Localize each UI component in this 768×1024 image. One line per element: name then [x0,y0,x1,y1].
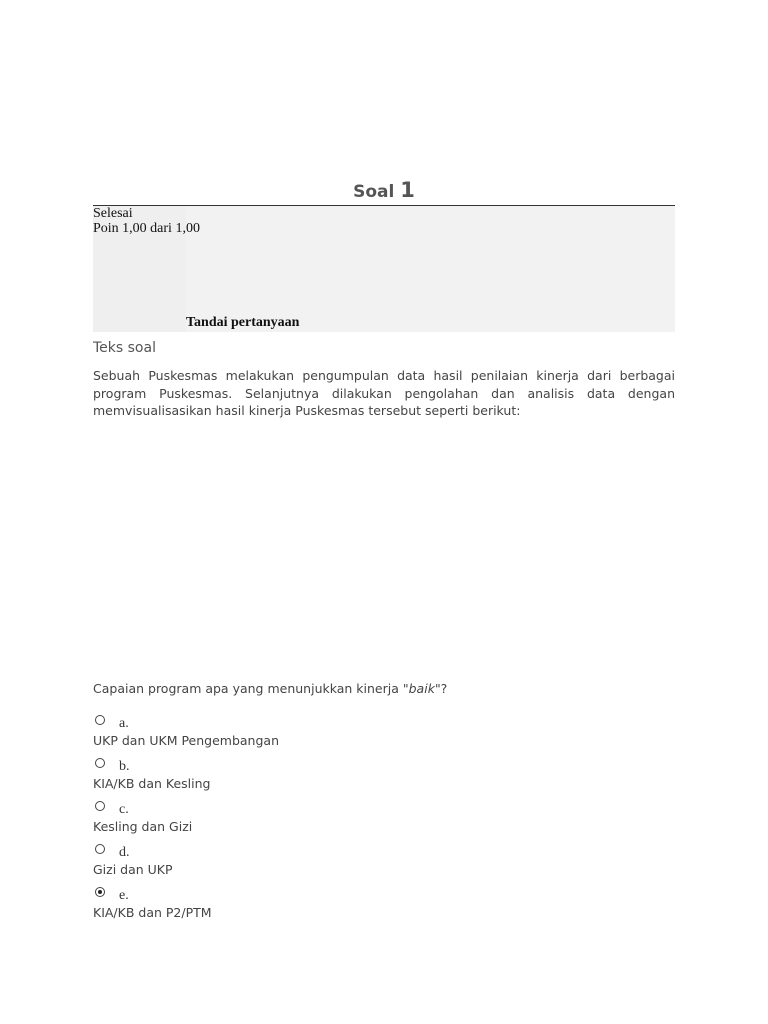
answer-radio-b[interactable] [95,758,105,768]
answer-option-a[interactable] [93,715,493,757]
prompt-emphasis: baik [408,681,435,696]
answer-letter: a. [119,716,129,731]
answer-radio-c[interactable] [95,801,105,811]
question-info-panel [93,206,675,332]
answer-label[interactable]: UKP dan UKM Pengembangan [93,733,279,748]
question-grade: Poin 1,00 dari 1,00 [93,221,200,236]
answer-option-d[interactable] [93,844,493,886]
flag-question-link[interactable]: Tandai pertanyaan [186,315,300,330]
prompt-text-start: Capaian program apa yang menunjukkan kinerja " [93,681,409,696]
radio-selected-dot [98,890,102,894]
question-body: Sebuah Puskesmas melakukan pengumpulan data hasil penilaian kinerja dari berbagai program Puskesmas. Selanjutnya dilakukan pengolahan dan analisis data dengan memvisualisasikan hasil kinerja Puskesmas tersebut seperti berikut: [93,368,675,418]
answer-radio-e[interactable] [95,887,105,897]
answer-option-b[interactable] [93,758,493,800]
answer-option-c[interactable] [93,801,493,843]
question-text-heading: Teks soal [93,340,156,356]
question-state [93,206,200,236]
answer-letter: e. [119,888,129,903]
answer-letter: c. [119,802,129,817]
answer-label[interactable]: Kesling dan Gizi [93,819,193,834]
answer-radio-d[interactable] [95,844,105,854]
answer-letter: b. [119,759,130,774]
answer-option-e[interactable] [93,887,493,929]
answer-letter: d. [119,845,130,860]
answer-label[interactable]: Gizi dan UKP [93,862,173,877]
prompt-text-end: "? [434,681,448,696]
answer-radio-a[interactable] [95,715,105,725]
question-title [93,178,675,202]
answer-label[interactable]: KIA/KB dan P2/PTM [93,905,212,920]
question-prompt [93,681,447,696]
question-title-word: Soal [353,182,395,202]
answer-label[interactable]: KIA/KB dan Kesling [93,776,211,791]
question-number: 1 [400,178,415,202]
question-status: Selesai [93,206,133,221]
